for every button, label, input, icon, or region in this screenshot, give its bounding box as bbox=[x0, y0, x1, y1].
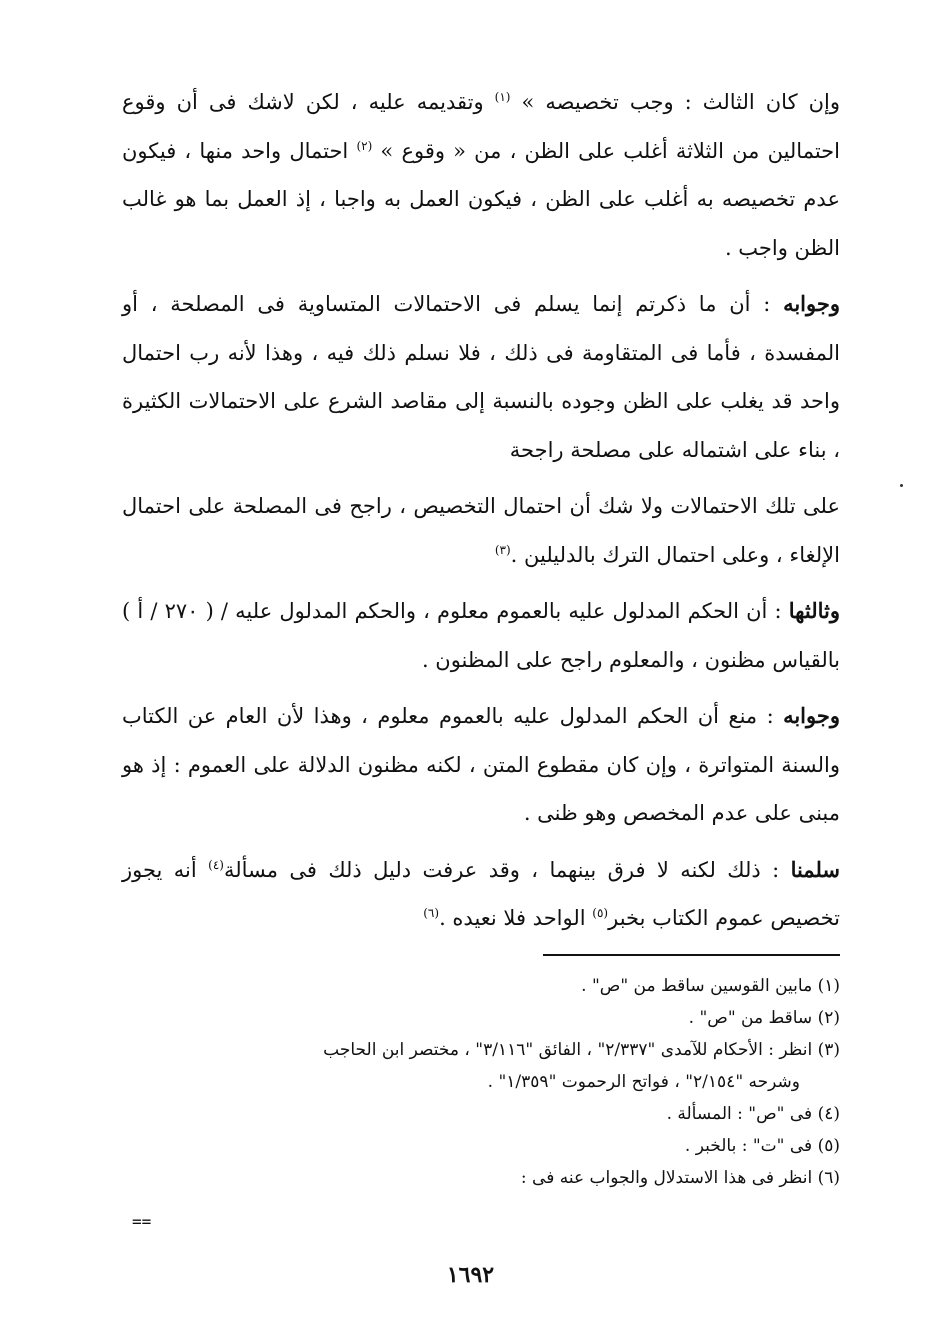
paragraph-4 bbox=[122, 587, 840, 684]
paragraph-1-text-b: وتقديمه عليه ، لكن لاشك فى أن وقوع احتمالين من الثلاثة أغلب على الظن ، من « وقوع » bbox=[122, 90, 840, 163]
paragraph-1-text-a: وإن كان الثالث : وجب تخصيصه » bbox=[510, 90, 841, 114]
footnote-ref-2[interactable]: (٢) bbox=[356, 138, 373, 153]
paragraph-5 bbox=[122, 692, 840, 838]
footnote-5: (٥) فى "ت" : بالخبر . bbox=[684, 1136, 840, 1156]
paragraph-1 bbox=[122, 78, 840, 272]
paragraph-4-text: : أن الحكم المدلول عليه بالعموم معلوم ، والحكم المدلول عليه / ( ٢٧٠ / أ ) بالقياس مظنون ، والمعلوم راجح على المظنون . bbox=[122, 599, 840, 672]
footnote-ref-1[interactable]: (١) bbox=[494, 90, 511, 104]
footnote-4: (٤) فى "ص" : المسألة . bbox=[666, 1104, 840, 1124]
paragraph-5-text: : منع أن الحكم المدلول عليه بالعموم معلوم ، وهذا لأن العام عن الكتاب والسنة المتواترة ، وإن كان مقطوع المتن ، لكنه مظنون الدلالة على العموم : إذ هو مبنى على عدم المخصص وهو ظنى . bbox=[122, 704, 840, 825]
paragraph-6-text-b: أنه يجوز تخصيص عموم الكتاب بخبر bbox=[122, 857, 840, 930]
footnote-ref-4[interactable]: (٤) bbox=[208, 857, 224, 872]
paragraph-3 bbox=[122, 482, 840, 579]
footnotes bbox=[122, 970, 840, 1194]
footnote-1: (١) مابين القوسين ساقط من "ص" . bbox=[581, 976, 840, 996]
paragraph-6 bbox=[122, 846, 840, 943]
footnote-ref-3[interactable]: (٣) bbox=[494, 542, 511, 557]
footnote-6: (٦) انظر فى هذا الاستدلال والجواب عنه فى : bbox=[520, 1168, 840, 1188]
footnote-3: (٣) انظر : الأحكام للآمدى "٢/٣٣٧" ، الفائق "٣/١١٦" ، مختصر ابن الحاجب bbox=[323, 1040, 840, 1060]
paragraph-6-lead: سلمنا bbox=[790, 856, 840, 882]
paragraph-5-lead: وجوابه bbox=[783, 703, 840, 728]
continuation-mark: == bbox=[132, 1212, 152, 1231]
paragraph-2-lead: وجوابه bbox=[783, 291, 840, 316]
footnote-2: (٢) ساقط من "ص" . bbox=[688, 1008, 840, 1028]
paragraph-2 bbox=[122, 280, 840, 474]
paragraph-4-lead: وثالثها bbox=[788, 598, 840, 623]
paragraph-3-text: على تلك الاحتمالات ولا شك أن احتمال التخصيص ، راجح فى المصلحة على احتمال الإلغاء ، وعلى احتمال الترك بالدليلين . bbox=[122, 494, 840, 567]
scan-speck bbox=[900, 484, 903, 487]
page-number: ١٦٩٢ bbox=[446, 1262, 495, 1288]
paragraph-6-text-c: الواحد فلا نعيده . bbox=[439, 906, 593, 930]
footnote-ref-5[interactable]: (٥) bbox=[592, 906, 609, 920]
footnote-3-continuation: وشرحه "٢/١٥٤" ، فواتح الرحموت "١/٣٥٩" . bbox=[487, 1072, 800, 1092]
footnote-separator bbox=[543, 954, 840, 956]
paragraph-6-text-a: : ذلك لكنه لا فرق بينهما ، وقد عرفت دليل ذلك فى مسألة bbox=[223, 857, 791, 882]
paragraph-2-text: : أن ما ذكرتم إنما يسلم فى الاحتمالات المتساوية فى المصلحة ، أو المفسدة ، فأما فى المتقاومة فى ذلك ، فلا نسلم ذلك فيه ، وهذا لأنه رب احتمال واحد قد يغلب على الظن وجوده بالنسبة إلى مقاصد الشرع على الاحتمالات الكثيرة ، بناء على اشتماله على مصلحة راجحة bbox=[122, 292, 840, 462]
paragraph-1-text-c: احتمال واحد منها ، فيكون عدم تخصيصه به أغلب على الظن ، فيكون العمل به واجبا ، إذ العمل بما هو غالب الظن واجب . bbox=[122, 138, 840, 260]
main-text bbox=[122, 78, 840, 951]
footnote-ref-6[interactable]: (٦) bbox=[423, 906, 440, 920]
